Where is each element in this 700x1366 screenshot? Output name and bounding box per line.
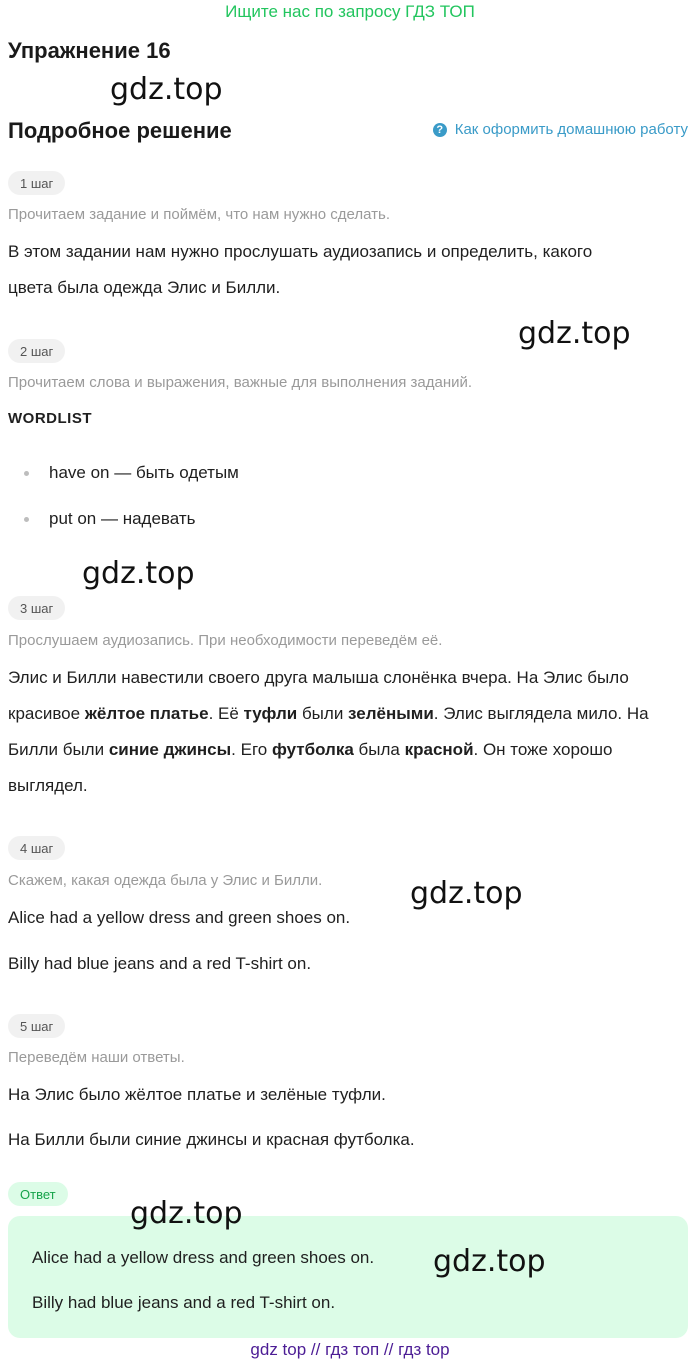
watermark: gdz.top	[433, 1244, 546, 1279]
watermark: gdz.top	[410, 876, 523, 911]
footer-links[interactable]: gdz top // гдз топ // гдз top	[250, 1340, 450, 1359]
wordlist-title: WORDLIST	[8, 410, 92, 427]
step-5-line1: На Элис было жёлтое платье и зелёные туфли.	[8, 1085, 386, 1104]
bullet-dot-icon	[24, 517, 29, 522]
step-5-hint: Переведём наши ответы.	[8, 1049, 185, 1066]
step-1-pill: 1 шаг	[8, 171, 65, 195]
step-1-text-line1: В этом задании нам нужно прослушать аудиозапись и определить, какого	[8, 242, 593, 261]
step-3-hint: Прослушаем аудиозапись. При необходимости переведём её.	[8, 632, 443, 649]
step-3-text-line3: Билли были синие джинсы. Его футболка была красной. Он тоже хорошо	[8, 740, 613, 759]
bullet-dot-icon	[24, 471, 29, 476]
watermark: gdz.top	[130, 1196, 243, 1231]
watermark: gdz.top	[82, 556, 195, 591]
watermark: gdz.top	[518, 316, 631, 351]
step-1-text-line2: цвета была одежда Элис и Билли.	[8, 278, 281, 297]
wordlist-item-text: have on — быть одетым	[49, 463, 239, 482]
watermark: gdz.top	[110, 72, 223, 107]
step-4-pill: 4 шаг	[8, 836, 65, 860]
page-title: Упражнение 16	[8, 38, 171, 63]
answer-pill: Ответ	[8, 1182, 68, 1206]
top-banner: Ищите нас по запросу ГДЗ ТОП	[225, 2, 475, 21]
step-1-hint: Прочитаем задание и поймём, что нам нужно сделать.	[8, 206, 391, 223]
wordlist-item-text: put on — надевать	[49, 509, 196, 528]
howto-link-label: Как оформить домашнюю работу	[454, 121, 688, 138]
step-3-text-line1: Элис и Билли навестили своего друга малыша слонёнка вчера. На Элис было	[8, 668, 629, 687]
step-2-pill: 2 шаг	[8, 339, 65, 363]
howto-link[interactable]	[433, 121, 688, 138]
step-2-hint: Прочитаем слова и выражения, важные для выполнения заданий.	[8, 374, 473, 391]
wordlist-item	[24, 509, 196, 529]
solution-title: Подробное решение	[8, 118, 232, 143]
answer-box	[8, 1216, 688, 1338]
step-4-hint: Скажем, какая одежда была у Элис и Билли.	[8, 872, 323, 889]
help-icon: ?	[433, 123, 447, 137]
step-5-line2: На Билли были синие джинсы и красная футболка.	[8, 1130, 415, 1149]
step-3-pill: 3 шаг	[8, 596, 65, 620]
step-5-pill: 5 шаг	[8, 1014, 65, 1038]
answer-line1: Alice had a yellow dress and green shoes on.	[32, 1248, 375, 1267]
step-4-line1: Alice had a yellow dress and green shoes on.	[8, 908, 351, 927]
step-3-text-line2: красивое жёлтое платье. Её туфли были зелёными. Элис выглядела мило. На	[8, 704, 649, 723]
step-4-line2: Billy had blue jeans and a red T-shirt on.	[8, 954, 312, 973]
step-3-text-line4: выглядел.	[8, 776, 88, 795]
answer-line2: Billy had blue jeans and a red T-shirt on.	[32, 1293, 336, 1312]
wordlist-item	[24, 463, 239, 483]
